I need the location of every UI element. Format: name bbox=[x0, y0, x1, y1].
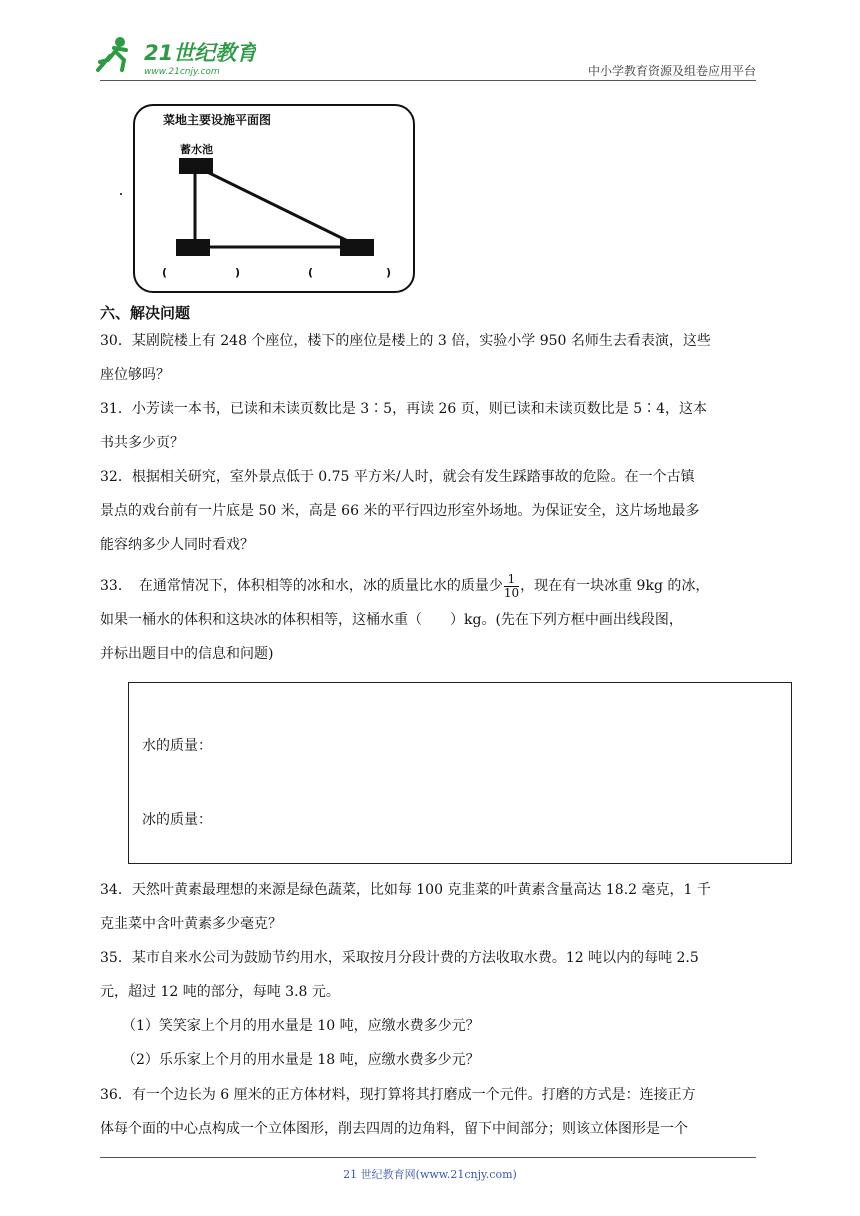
q32-line-3: 能容纳多少人同时看戏？ bbox=[100, 537, 254, 553]
q32-line-2: 景点的戏台前有一片底是 50 米，高是 66 米的平行四边形室外场地。为保证安全，这片场地最多 bbox=[100, 503, 700, 519]
figure-title: 菜地主要设施平面图 bbox=[163, 113, 272, 127]
water-mass-label: 水的质量： bbox=[142, 738, 212, 754]
q35-sub-2: （2）乐乐家上个月的用水量是 18 吨，应缴水费多少元？ bbox=[122, 1052, 480, 1068]
fraction-numerator: 1 bbox=[504, 573, 519, 587]
header-divider bbox=[100, 80, 756, 81]
q31-line-1: 31．小芳读一本书，已读和未读页数比是 3∶5，再读 26 页，则已读和未读页数比是 5∶4，这本 bbox=[100, 401, 708, 417]
fraction-denominator: 10 bbox=[503, 585, 520, 600]
section-title: 六、解决问题 bbox=[100, 304, 191, 322]
paren-close-2: ) bbox=[386, 266, 392, 279]
triangle-diagram bbox=[135, 106, 413, 291]
q33-line-2: 如果一桶水的体积和这块冰的体积相等，这桶水重（ ）kg。(先在下列方框中画出线段图， bbox=[100, 612, 683, 628]
ice-mass-label: 冰的质量： bbox=[142, 812, 212, 828]
question-31 bbox=[100, 392, 762, 460]
corner-block-left bbox=[176, 239, 210, 256]
paren-open-2: ( bbox=[308, 266, 314, 279]
logo-runner-icon bbox=[96, 34, 256, 78]
paren-close-1: ) bbox=[235, 266, 241, 279]
q31-line-2: 书共多少页？ bbox=[100, 435, 184, 451]
q36-line-2: 体每个面的中心点构成一个立体图形，削去四周的边角料，留下中间部分；则该立体图形是一个 bbox=[100, 1121, 688, 1137]
q30-line-2: 座位够吗？ bbox=[100, 367, 170, 383]
page-header bbox=[0, 0, 860, 90]
q30-line-1: 30．某剧院楼上有 248 个座位，楼下的座位是楼上的 3 倍，实验小学 950 名师生去看表演，这些 bbox=[100, 333, 711, 349]
facility-plan-figure bbox=[133, 104, 415, 293]
line-diagram-box[interactable] bbox=[128, 682, 792, 864]
question-35 bbox=[100, 941, 762, 1077]
question-36 bbox=[100, 1078, 762, 1146]
logo-url: www.21cnjy.com bbox=[144, 67, 220, 77]
site-logo bbox=[96, 34, 256, 82]
q33-text-b: ，现在有一块冰重 9kg 的冰， bbox=[520, 578, 710, 594]
q35-line-2: 元，超过 12 吨的部分，每吨 3.8 元。 bbox=[100, 984, 340, 1000]
footer-link[interactable]: 21 世纪教育网(www.21cnjy.com) bbox=[343, 1168, 517, 1181]
q35-line-1: 35．某市自来水公司为鼓励节约用水，采取按月分段计费的方法收取水费。12 吨以内的每吨 2.5 bbox=[100, 950, 699, 966]
q34-line-1: 34．天然叶黄素最理想的来源是绿色蔬菜，比如每 100 克韭菜的叶黄素含量高达 18.2 毫克，1 千 bbox=[100, 882, 711, 898]
fraction-one-tenth bbox=[504, 573, 519, 600]
question-30 bbox=[100, 324, 762, 392]
q33-line-3: 并标出题目中的信息和问题) bbox=[100, 646, 274, 662]
reservoir-label: 蓄水池 bbox=[180, 143, 213, 156]
q36-line-1: 36．有一个边长为 6 厘米的正方体材料，现打算将其打磨成一个元件。打磨的方式是：连接正方 bbox=[100, 1087, 696, 1103]
hypotenuse-edge bbox=[195, 166, 360, 247]
q33-line-1 bbox=[100, 569, 762, 603]
question-32 bbox=[100, 460, 762, 562]
q34-line-2: 克韭菜中含叶黄素多少毫克？ bbox=[100, 916, 282, 932]
question-34 bbox=[100, 873, 762, 941]
q35-sub-1: （1）笑笑家上个月的用水量是 10 吨，应缴水费多少元？ bbox=[122, 1018, 480, 1034]
corner-block-right bbox=[340, 239, 374, 256]
q32-line-1: 32．根据相关研究，室外景点低于 0.75 平方米/人时，就会有发生踩踏事故的危险。在一个古镇 bbox=[100, 469, 695, 485]
reservoir-block bbox=[179, 158, 213, 174]
stray-dot bbox=[120, 193, 122, 195]
paren-open-1: ( bbox=[162, 266, 168, 279]
question-33 bbox=[100, 569, 762, 671]
logo-text: 21世纪教育 bbox=[144, 41, 256, 65]
q33-text-a: 33． 在通常情况下，体积相等的冰和水，冰的质量比水的质量少 bbox=[100, 578, 503, 594]
footer-divider bbox=[100, 1157, 756, 1158]
platform-name: 中小学教育资源及组卷应用平台 bbox=[587, 64, 756, 78]
